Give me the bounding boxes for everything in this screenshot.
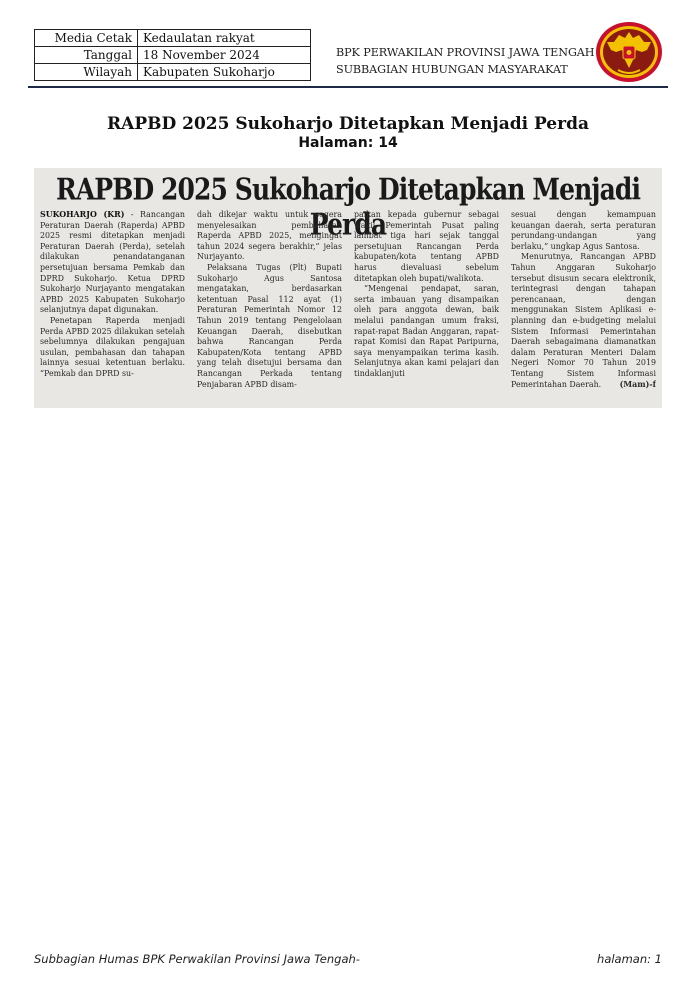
header-divider [28, 86, 668, 88]
media-info-value: Kabupaten Sukoharjo [138, 64, 311, 81]
clipping-column [197, 210, 342, 404]
clipping-paragraph: dah dikejar waktu untuk segera menyelesaikan pembahasan Raperda APBD 2025, mengingat tahun 2024 segera berakhir,” jelas Nurjayanto. [197, 210, 342, 262]
clipping-paragraph [511, 252, 656, 390]
footer-unit: Subbagian Humas BPK Perwakilan Provinsi Jawa Tengah- [34, 952, 360, 966]
organization-header [336, 44, 596, 78]
paragraph-text: Menurutnya, Rancangan APBD Tahun Anggaran Sukoharjo tersebut disusun secara elektronik, terintegrasi dengan tahapan perencanaan, dengan menggunakan Sistem Aplikasi e-planning dan e-budgeting melalui Sistem Informasi Pemerintahan Daerah sebagaimana diamanatkan dalam Peraturan Menteri Dalam Negeri Nomor 70 Tahun 2019 Tentang Sistem Informasi Pemerintahan Daerah. [511, 252, 656, 389]
media-info-row [35, 64, 311, 81]
clipping-body [40, 210, 656, 404]
clipping-headline: RAPBD 2025 Sukoharjo Ditetapkan Menjadi Perda [55, 172, 641, 242]
clipping-column [40, 210, 185, 404]
clipping-paragraph: Penetapan Raperda menjadi Perda APBD 2025 dilakukan setelah sebelumnya dilakukan pengajuan usulan, pembahasan dan tahapan lainnya sesuai ketentuan berlaku. “Pemkab dan DPRD su- [40, 315, 185, 378]
clipping-paragraph [40, 210, 185, 316]
author-initials: (Mam)-f [619, 379, 656, 389]
source-page-label: Halaman: 14 [298, 135, 398, 151]
garuda-emblem-icon [594, 18, 664, 84]
clipping-paragraph: sesuai dengan kemampuan keuangan daerah, serta peraturan perundang-undangan yang berlaku,” ungkap Agus Santosa. [511, 210, 656, 251]
media-info-row [35, 47, 311, 64]
media-info-value: Kedaulatan rakyat [138, 30, 311, 47]
media-info-table [34, 29, 311, 81]
newspaper-clipping [34, 168, 662, 408]
media-info-value: 18 November 2024 [138, 47, 311, 64]
footer-page-number: halaman: 1 [597, 952, 662, 966]
clipping-column [354, 210, 499, 404]
document-title: RAPBD 2025 Sukoharjo Ditetapkan Menjadi Perda [107, 114, 589, 134]
clipping-paragraph: “Mengenai pendapat, saran, serta imbauan yang disampaikan oleh para anggota dewan, baik melalui pandangan umum fraksi, rapat-rapat Badan Anggaran, rapat-rapat Komisi dan Rapat Paripurna, saya menyampaikan terima kasih. Selanjutnya akan kami pelajari dan tindaklanjuti [354, 284, 499, 378]
organization-name: BPK PERWAKILAN PROVINSI JAWA TENGAH [336, 46, 595, 59]
organization-unit: SUBBAGIAN HUBUNGAN MASYARAKAT [336, 63, 568, 76]
clipping-paragraph: Pelaksana Tugas (Plt) Bupati Sukoharjo Agus Santosa mengatakan, berdasarkan ketentuan Pasal 112 ayat (1) Peraturan Pemerintah Nomor 12 Tahun 2019 tentang Pengelolaan Keuangan Daerah, disebutkan bahwa Rancangan Perda Kabupaten/Kota tentang APBD yang telah disetujui bersama dan Rancangan Perkada tentang Penjabaran APBD disam- [197, 262, 342, 389]
media-info-key: Tanggal [35, 47, 138, 64]
media-info-key: Media Cetak [35, 30, 138, 47]
media-info-row [35, 30, 311, 47]
clipping-column [511, 210, 656, 404]
paragraph-text: - Rancangan Peraturan Daerah (Raperda) APBD 2025 resmi ditetapkan menjadi Peraturan Daerah (Perda), setelah dilakukan penandatanganan persetujuan bersama Pemkab dan DPRD Sukoharjo. Ketua DPRD Sukoharjo Nurjayanto mengatakan APBD 2025 Kabupaten Sukoharjo selanjutnya dapat digunakan. [40, 210, 185, 315]
clipping-paragraph: paikan kepada gubernur sebagai wakil Pemerintah Pusat paling lambat tiga hari sejak tanggal persetujuan Rancangan Perda kabupaten/kota tentang APBD harus dievaluasi sebelum ditetapkan oleh bupati/walikota. [354, 210, 499, 283]
media-info-key: Wilayah [35, 64, 138, 81]
dateline: SUKOHARJO (KR) [40, 210, 125, 219]
